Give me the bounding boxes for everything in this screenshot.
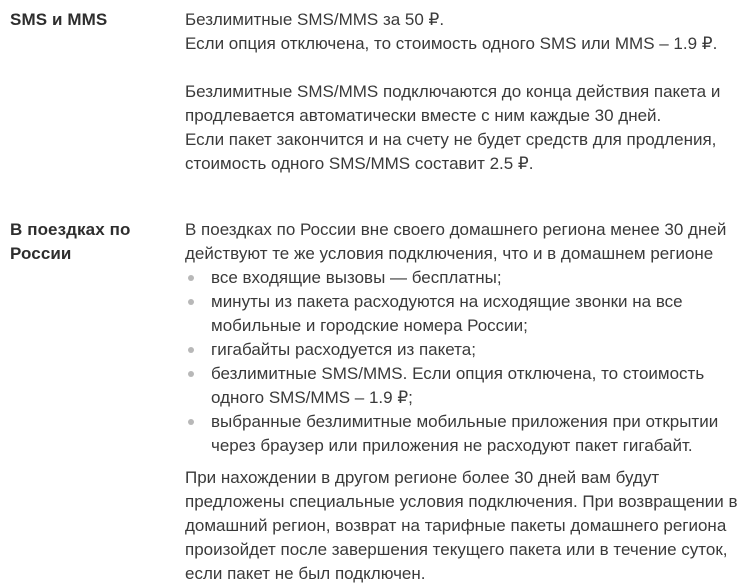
list-item-unlimited-apps: выбранные безлимитные мобильные приложения при открытии через браузер или приложения не расходуют пакет гигабайт.	[185, 410, 741, 458]
sms-price-paragraph	[185, 8, 741, 56]
sms-renewal-paragraph	[185, 80, 741, 176]
sms-disabled-price-line: Если опция отключена, то стоимость одного SMS или MMS – 1.9 ₽.	[185, 34, 718, 53]
section-sms-mms	[0, 8, 741, 176]
section-content-travel-russia	[185, 218, 741, 584]
sms-renewal-line: Безлимитные SMS/MMS подключаются до конца действия пакета и продлевается автоматически вместе с ним каждые 30 дней.	[185, 82, 721, 125]
travel-conditions-list	[185, 266, 741, 458]
list-item-incoming-calls: все входящие вызовы — бесплатны;	[185, 266, 741, 290]
list-item-unlimited-sms: безлимитные SMS/MMS. Если опция отключена, то стоимость одного SMS/MMS – 1.9 ₽;	[185, 362, 741, 410]
section-travel-russia	[0, 218, 741, 584]
travel-intro-paragraph: В поездках по России вне своего домашнего региона менее 30 дней действуют те же условия подключения, что и в домашнем регионе	[185, 220, 727, 263]
travel-outro-paragraph: При нахождении в другом регионе более 30 дней вам будут предложены специальные условия подключения. При возвращении в домашний регион, возврат на тарифные пакеты домашнего региона произойдет после завершения текущего пакета или в течение суток, если пакет не был подключен.	[185, 468, 738, 583]
section-label-sms-mms: SMS и MMS	[10, 10, 108, 29]
list-item-package-minutes: минуты из пакета расходуются на исходящие звонки на все мобильные и городские номера России;	[185, 290, 741, 338]
section-content-sms-mms	[185, 8, 741, 176]
sms-package-end-line: Если пакет закончится и на счету не будет средств для продления, стоимость одного SMS/MMS составит 2.5 ₽.	[185, 130, 717, 173]
sms-price-line: Безлимитные SMS/MMS за 50 ₽.	[185, 10, 445, 29]
list-item-gigabytes: гигабайты расходуется из пакета;	[185, 338, 741, 362]
section-label-travel-russia: В поездках по России	[10, 220, 131, 263]
